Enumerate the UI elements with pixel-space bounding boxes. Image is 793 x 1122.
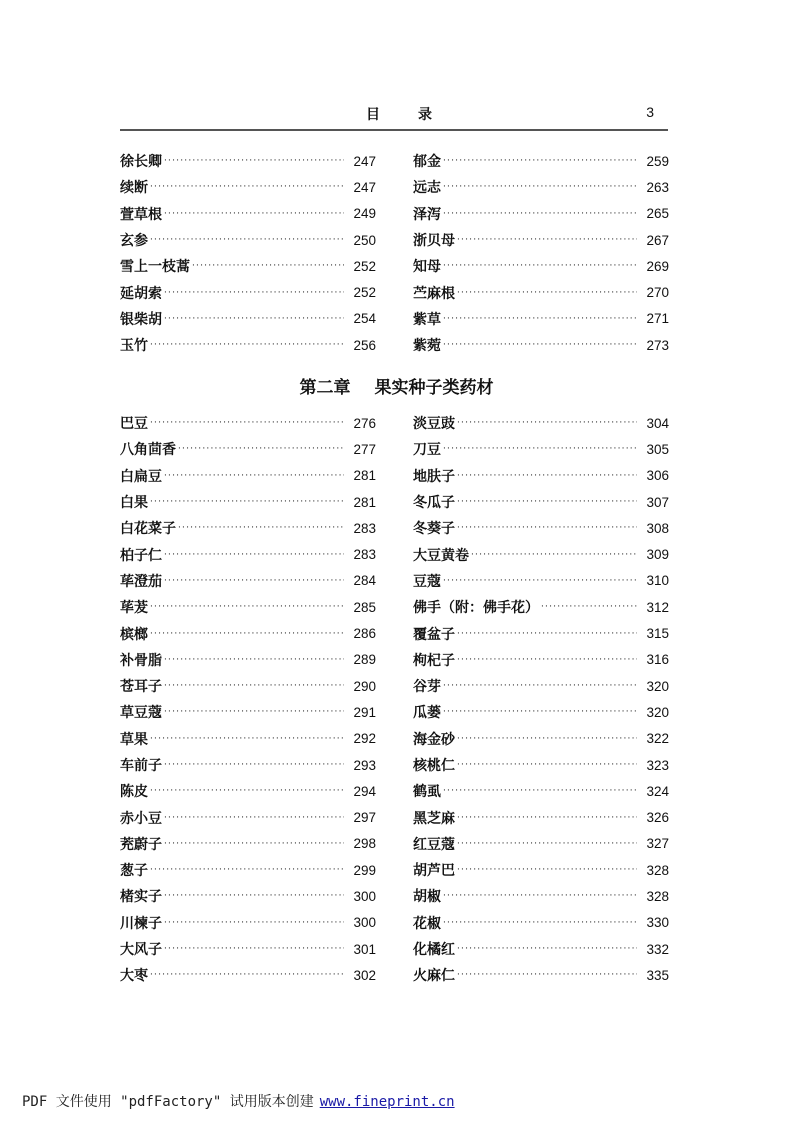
entry-title: 郁金 [413, 154, 441, 171]
toc-entry[interactable] [413, 726, 669, 752]
leader-dots [443, 182, 637, 192]
toc-entry[interactable] [120, 883, 376, 909]
entry-page: 328 [646, 862, 669, 878]
entry-title: 紫菀 [413, 338, 441, 355]
leader-dots [150, 786, 344, 796]
entry-title: 大枣 [120, 968, 148, 985]
leader-dots [471, 550, 637, 560]
toc-entry[interactable] [120, 778, 376, 804]
leader-dots [164, 655, 344, 665]
entry-page: 247 [353, 153, 376, 169]
leader-dots [164, 681, 344, 691]
entry-page: 263 [646, 179, 669, 195]
leader-dots [443, 576, 637, 586]
leader-dots [150, 602, 344, 612]
leader-dots [443, 156, 637, 166]
toc-entry[interactable] [413, 883, 669, 909]
leader-dots [164, 209, 344, 219]
toc-entry[interactable] [120, 726, 376, 752]
entry-page: 252 [353, 285, 376, 301]
leader-dots [150, 182, 344, 192]
leader-dots [164, 576, 344, 586]
leader-dots [164, 707, 344, 717]
toc-entry[interactable] [413, 332, 669, 358]
entry-title: 八角茴香 [120, 442, 176, 459]
entry-title: 淡豆豉 [413, 416, 455, 433]
header-title: 目录 [366, 107, 470, 123]
entry-title: 补骨脂 [120, 652, 162, 669]
toc-entry[interactable] [413, 515, 669, 541]
toc-entry[interactable] [413, 778, 669, 804]
entry-title: 赤小豆 [120, 810, 162, 827]
entry-page: 322 [646, 731, 669, 747]
entry-title: 玉竹 [120, 338, 148, 355]
entry-page: 307 [646, 494, 669, 510]
leader-dots [443, 444, 637, 454]
entry-title: 覆盆子 [413, 626, 455, 643]
toc-entry[interactable] [120, 910, 376, 936]
leader-dots [164, 839, 344, 849]
entry-title: 巴豆 [120, 416, 148, 433]
entry-title: 冬葵子 [413, 521, 455, 538]
entry-page: 249 [353, 206, 376, 222]
chapter-number: 第二章 [299, 378, 351, 398]
entry-page: 309 [646, 547, 669, 563]
chapter-heading [0, 373, 793, 398]
leader-dots [150, 970, 344, 980]
entry-page: 300 [353, 888, 376, 904]
watermark-link[interactable]: www.fineprint.cn [319, 1094, 455, 1110]
entry-page: 252 [353, 258, 376, 274]
entry-page: 301 [353, 941, 376, 957]
entry-page: 293 [353, 757, 376, 773]
entry-page: 323 [646, 757, 669, 773]
entry-title: 化橘红 [413, 942, 455, 959]
entry-title: 远志 [413, 180, 441, 197]
entry-title: 玄参 [120, 233, 148, 250]
leader-dots [443, 209, 637, 219]
leader-dots [443, 707, 637, 717]
pdf-watermark [22, 1091, 455, 1111]
leader-dots [150, 418, 344, 428]
entry-page: 324 [646, 783, 669, 799]
leader-dots [150, 865, 344, 875]
chapter-title: 果实种子类药材 [374, 378, 494, 398]
entry-page: 290 [353, 678, 376, 694]
entry-title: 豆蔻 [413, 573, 441, 590]
header-rule [120, 129, 668, 131]
entry-page: 277 [353, 441, 376, 457]
toc-entry[interactable] [120, 752, 376, 778]
entry-title: 葱子 [120, 863, 148, 880]
entry-page: 335 [646, 967, 669, 983]
toc-entry[interactable] [120, 279, 376, 305]
entry-page: 332 [646, 941, 669, 957]
toc-entry[interactable] [120, 962, 376, 988]
leader-dots [457, 523, 637, 533]
entry-title: 黑芝麻 [413, 810, 455, 827]
entry-title: 白花菜子 [120, 521, 176, 538]
entry-title: 知母 [413, 259, 441, 276]
entry-title: 紫草 [413, 311, 441, 328]
leader-dots [164, 288, 344, 298]
toc-column-right-1 [413, 148, 669, 358]
entry-title: 佛手（附：佛手花） [413, 600, 539, 617]
leader-dots [150, 340, 344, 350]
watermark-text: PDF 文件使用 "pdfFactory" 试用版本创建 [22, 1094, 314, 1110]
entry-title: 雪上一枝蒿 [120, 259, 190, 276]
leader-dots [164, 918, 344, 928]
entry-page: 302 [353, 967, 376, 983]
leader-dots [457, 865, 637, 875]
toc-entry[interactable] [120, 673, 376, 699]
entry-title: 胡椒 [413, 889, 441, 906]
entry-title: 火麻仁 [413, 968, 455, 985]
entry-title: 浙贝母 [413, 233, 455, 250]
toc-entry[interactable] [413, 804, 669, 830]
entry-title: 白扁豆 [120, 468, 162, 485]
entry-title: 苎麻根 [413, 285, 455, 302]
toc-entry[interactable] [413, 253, 669, 279]
toc-entry[interactable] [413, 910, 669, 936]
leader-dots [457, 418, 637, 428]
entry-page: 286 [353, 626, 376, 642]
toc-entry[interactable] [413, 148, 669, 174]
toc-entry[interactable] [413, 647, 669, 673]
entry-page: 312 [646, 599, 669, 615]
entry-page: 270 [646, 285, 669, 301]
leader-dots [164, 944, 344, 954]
entry-page: 298 [353, 836, 376, 852]
leader-dots [178, 444, 344, 454]
entry-title: 槟榔 [120, 626, 148, 643]
toc-entry[interactable] [413, 673, 669, 699]
leader-dots [457, 497, 637, 507]
leader-dots [443, 681, 637, 691]
entry-page: 315 [646, 626, 669, 642]
entry-page: 297 [353, 810, 376, 826]
toc-entry[interactable] [413, 541, 669, 567]
entry-page: 254 [353, 311, 376, 327]
toc-entry[interactable] [120, 436, 376, 462]
leader-dots [443, 261, 637, 271]
entry-page: 259 [646, 153, 669, 169]
leader-dots [541, 602, 637, 612]
toc-entry[interactable] [413, 306, 669, 332]
entry-title: 白果 [120, 495, 148, 512]
entry-page: 265 [646, 206, 669, 222]
page-number: 3 [646, 104, 654, 120]
leader-dots [164, 471, 344, 481]
entry-page: 330 [646, 915, 669, 931]
entry-title: 荜澄茄 [120, 573, 162, 590]
entry-page: 273 [646, 337, 669, 353]
entry-page: 308 [646, 520, 669, 536]
entry-title: 陈皮 [120, 784, 148, 801]
toc-entry[interactable] [120, 463, 376, 489]
toc-entry[interactable] [120, 857, 376, 883]
leader-dots [164, 891, 344, 901]
entry-title: 泽泻 [413, 206, 441, 223]
entry-title: 大豆黄卷 [413, 547, 469, 564]
toc-column-left-2 [120, 410, 376, 989]
leader-dots [457, 813, 637, 823]
toc-entry[interactable] [120, 804, 376, 830]
entry-page: 276 [353, 415, 376, 431]
entry-page: 305 [646, 441, 669, 457]
entry-title: 延胡索 [120, 285, 162, 302]
entry-page: 271 [646, 311, 669, 327]
leader-dots [457, 471, 637, 481]
entry-page: 294 [353, 783, 376, 799]
entry-title: 楮实子 [120, 889, 162, 906]
leader-dots [443, 891, 637, 901]
toc-entry[interactable] [413, 620, 669, 646]
leader-dots [457, 629, 637, 639]
entry-page: 281 [353, 494, 376, 510]
toc-entry[interactable] [120, 148, 376, 174]
leader-dots [150, 497, 344, 507]
entry-page: 250 [353, 232, 376, 248]
entry-title: 车前子 [120, 758, 162, 774]
entry-title: 胡芦巴 [413, 863, 455, 880]
toc-entry[interactable] [120, 936, 376, 962]
toc-entry[interactable] [413, 201, 669, 227]
entry-page: 284 [353, 573, 376, 589]
entry-page: 299 [353, 862, 376, 878]
toc-entry[interactable] [120, 332, 376, 358]
toc-entry[interactable] [413, 962, 669, 988]
entry-page: 283 [353, 547, 376, 563]
leader-dots [164, 813, 344, 823]
toc-entry[interactable] [413, 489, 669, 515]
toc-entry[interactable] [413, 436, 669, 462]
entry-title: 柏子仁 [120, 547, 162, 564]
leader-dots [164, 314, 344, 324]
leader-dots [443, 314, 637, 324]
entry-title: 大风子 [120, 942, 162, 959]
toc-entry[interactable] [413, 857, 669, 883]
leader-dots [457, 970, 637, 980]
toc-entry[interactable] [120, 410, 376, 436]
toc-entry[interactable] [120, 541, 376, 567]
entry-page: 281 [353, 468, 376, 484]
entry-title: 草果 [120, 731, 148, 748]
toc-entry[interactable] [120, 515, 376, 541]
leader-dots [457, 235, 637, 245]
entry-title: 刀豆 [413, 442, 441, 459]
toc-entry[interactable] [413, 752, 669, 778]
leader-dots [457, 655, 637, 665]
leader-dots [457, 734, 637, 744]
toc-entry[interactable] [120, 831, 376, 857]
toc-entry[interactable] [120, 253, 376, 279]
leader-dots [150, 235, 344, 245]
entry-title: 核桃仁 [413, 758, 455, 774]
toc-entry[interactable] [120, 568, 376, 594]
toc-entry[interactable] [413, 410, 669, 436]
entry-page: 316 [646, 652, 669, 668]
toc-entry[interactable] [120, 489, 376, 515]
entry-page: 328 [646, 888, 669, 904]
entry-page: 247 [353, 179, 376, 195]
entry-page: 291 [353, 704, 376, 720]
entry-title: 红豆蔻 [413, 836, 455, 853]
entry-page: 285 [353, 599, 376, 615]
entry-page: 283 [353, 520, 376, 536]
running-header [120, 104, 668, 126]
entry-title: 茺蔚子 [120, 836, 162, 853]
toc-column-left-1 [120, 148, 376, 358]
entry-title: 枸杞子 [413, 652, 455, 669]
toc-entry[interactable] [120, 201, 376, 227]
entry-page: 269 [646, 258, 669, 274]
toc-entry[interactable] [413, 227, 669, 253]
toc-entry[interactable] [413, 568, 669, 594]
entry-title: 续断 [120, 180, 148, 197]
toc-entry[interactable] [413, 594, 669, 620]
leader-dots [457, 839, 637, 849]
toc-entry[interactable] [120, 174, 376, 200]
entry-title: 花椒 [413, 915, 441, 932]
entry-title: 荜茇 [120, 600, 148, 617]
toc-entry[interactable] [413, 699, 669, 725]
entry-title: 海金砂 [413, 731, 455, 748]
toc-entry[interactable] [120, 306, 376, 332]
toc-entry[interactable] [120, 594, 376, 620]
toc-entry[interactable] [413, 279, 669, 305]
leader-dots [443, 786, 637, 796]
entry-title: 川楝子 [120, 915, 162, 932]
toc-entry[interactable] [413, 463, 669, 489]
leader-dots [150, 734, 344, 744]
entry-page: 327 [646, 836, 669, 852]
entry-page: 256 [353, 337, 376, 353]
leader-dots [164, 156, 344, 166]
toc-column-right-2 [413, 410, 669, 989]
entry-page: 289 [353, 652, 376, 668]
entry-title: 草豆蔻 [120, 705, 162, 722]
leader-dots [192, 261, 344, 271]
leader-dots [457, 288, 637, 298]
leader-dots [164, 760, 344, 770]
entry-title: 鹤虱 [413, 784, 441, 801]
leader-dots [178, 523, 344, 533]
leader-dots [164, 550, 344, 560]
toc-entry[interactable] [413, 831, 669, 857]
entry-page: 267 [646, 232, 669, 248]
toc-entry[interactable] [120, 620, 376, 646]
entry-page: 300 [353, 915, 376, 931]
entry-title: 苍耳子 [120, 679, 162, 696]
entry-title: 地肤子 [413, 468, 455, 485]
entry-title: 萱草根 [120, 206, 162, 223]
leader-dots [457, 760, 637, 770]
leader-dots [443, 918, 637, 928]
entry-page: 304 [646, 415, 669, 431]
entry-page: 310 [646, 573, 669, 589]
entry-title: 冬瓜子 [413, 495, 455, 512]
entry-title: 谷芽 [413, 679, 441, 696]
entry-page: 326 [646, 810, 669, 826]
toc-entry[interactable] [413, 936, 669, 962]
entry-page: 292 [353, 731, 376, 747]
toc-entry[interactable] [120, 227, 376, 253]
leader-dots [443, 340, 637, 350]
entry-page: 320 [646, 678, 669, 694]
entry-title: 银柴胡 [120, 311, 162, 328]
entry-title: 徐长卿 [120, 154, 162, 171]
entry-title: 瓜蒌 [413, 705, 441, 722]
leader-dots [457, 944, 637, 954]
toc-entry[interactable] [120, 647, 376, 673]
leader-dots [150, 629, 344, 639]
toc-entry[interactable] [413, 174, 669, 200]
toc-entry[interactable] [120, 699, 376, 725]
entry-page: 306 [646, 468, 669, 484]
entry-page: 320 [646, 704, 669, 720]
